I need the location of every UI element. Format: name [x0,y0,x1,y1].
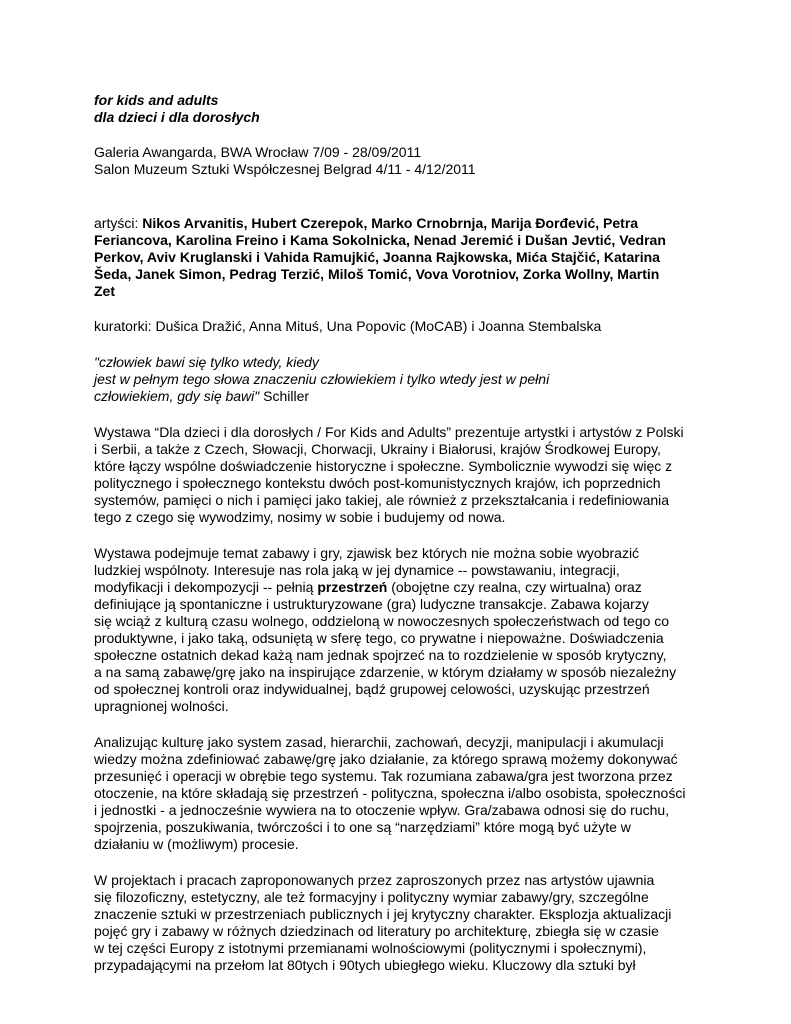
paragraph-3-line: wiedzy można zdefiniować zabawę/grę jako działanie, za którego sprawą możemy dokonywać [94,751,678,767]
document-page [94,92,714,974]
paragraph-2-line: ludzkiej wspólnoty. Interesuje nas rola jaką w jej dynamice -- powstawaniu, integracji, [94,562,620,578]
paragraph-4-line: się filozoficzny, estetyczny, ale też formacyjny i polityczny wymiar zabawy/gry, szczególne [94,889,649,905]
paragraph-3-line: Analizując kulturę jako system zasad, hierarchii, zachowań, decyzji, manipulacji i akumulacji [94,734,664,750]
paragraph-3-line: działaniu w (możliwym) procesie. [94,836,299,852]
paragraph-3-line: otoczenie, na które składają się przestrzeń - polityczna, społeczna i/albo osobista, społeczności [94,785,686,801]
paragraph-1-line: systemów, pamięci o nich i pamięci jako takiej, ale również z przekształcania i redefiniowania [94,492,670,508]
paragraph-2-line: Wystawa podejmuje temat zabawy i gry, zjawisk bez których nie można sobie wyobrazić [94,545,640,561]
paragraph-3-line: spojrzenia, poszukiwania, twórczości i to one są “narzędziami” które mogą być użyte w [94,819,631,835]
paragraph-1-line: i Serbii, a także z Czech, Słowacji, Chorwacji, Ukrainy i Białorusi, krajów Środkowej Europy, [94,441,661,457]
paragraph-4-line: znaczenie sztuki w przestrzeniach publicznych i jej krytyczny charakter. Eksplozja aktualizacji [94,906,672,922]
artists-label: artyści: [94,215,139,231]
paragraph-3-line: i jednostki - a jednocześnie wywiera na to otoczenie wpływ. Gra/zabawa odnosi się do ruchu, [94,802,670,818]
paragraph-2-line: produktywne, i jako taką, odsuniętą w sferę tego, co prywatne i niepoważne. Doświadczenia [94,630,664,646]
schiller-quote [94,354,714,405]
paragraph-4-line: w tej części Europy z istotnymi przemianami wolnościowymi (politycznymi i społecznymi), [94,940,647,956]
paragraph-4-line: pojęć gry i zabawy w różnych dziedzinach od literatury po architekturę, zbiegła się w czasie [94,923,659,939]
paragraph-4-line: przypadającymi na przełom lat 80tych i 90tych ubiegłego wieku. Kluczowy dla sztuki był [94,957,636,973]
quote-author: Schiller [259,388,310,404]
paragraph-2 [94,545,714,715]
artists-names-4: Šeda, Janek Simon, Pedrag Terzić, Miloš Tomić, Vova Vorotniov, Zorka Wollny, Martin [94,266,660,282]
quote-line-1: "człowiek bawi się tylko wtedy, kiedy [94,354,319,370]
paragraph-2-text: modyfikacji i dekompozycji -- pełnią [94,579,318,595]
quote-line-3-text: człowiekiem, gdy się bawi" [94,388,260,404]
paragraph-2-line: upragnionej wolności. [94,698,229,714]
paragraph-2-line: od społecznej kontroli oraz indywidualnej, bądź grupowej celowości, uzyskując przestrzeń [94,681,650,697]
paragraph-2-emphasis: przestrzeń [317,579,388,595]
paragraph-2-line: się wciąż z kulturą czasu wolnego, oddzieloną w nowoczesnych społeczeństwach od tego co [94,613,670,629]
artists-block [94,215,714,300]
paragraph-1-line: Wystawa “Dla dzieci i dla dorosłych / For Kids and Adults” prezentuje artystki i artystów z Polski [94,424,684,440]
paragraph-1-line: politycznego i społecznego kontekstu dwóch post-komunistycznych krajów, ich poprzednich [94,475,661,491]
paragraph-4 [94,872,714,974]
paragraph-2-line [94,579,714,596]
paragraph-1-line: które łączy wspólne doświadczenie historyczne i społeczne. Symbolicznie wywodzi się więc z [94,458,673,474]
document-title [94,92,714,126]
artists-names-3: Perkov, Aviv Kruglanski i Vahida Ramujkić, Joanna Rajkowska, Mića Stajčić, Katarina [94,249,660,265]
curators-line: kuratorki: Dušica Dražić, Anna Mituś, Una Popovic (MoCAB) i Joanna Stembalska [94,318,602,334]
venues-block [94,144,714,178]
artists-line-1 [94,215,714,232]
paragraph-3 [94,734,714,853]
paragraph-1 [94,424,714,526]
paragraph-3-line: przesunięć i operacji w obrębie tego systemu. Tak rozumiana zabawa/gra jest tworzona przez [94,768,673,784]
paragraph-2-line: a na samą zabawę/grę jako na inspirujące zdarzenie, w którym działamy w sposób niezależny [94,664,677,680]
paragraph-2-line: społeczne ostatnich dekad każą nam jednak spojrzeć na to rozdzielenie w sposób krytyczny, [94,647,667,663]
paragraph-1-line: tego z czego się wywodzimy, nosimy w sobie i budujemy od nowa. [94,509,506,525]
quote-line-3 [94,388,714,405]
title-polish: dla dzieci i dla dorosłych [94,109,260,125]
artists-names-5: Zet [94,283,115,299]
venue-belgrade: Salon Muzeum Sztuki Współczesnej Belgrad 4/11 - 4/12/2011 [94,161,476,177]
venue-wroclaw: Galeria Awangarda, BWA Wrocław 7/09 - 28/09/2011 [94,144,422,160]
title-english: for kids and adults [94,92,219,108]
paragraph-4-line: W projektach i pracach zaproponowanych przez zaproszonych przez nas artystów ujawnia [94,872,655,888]
quote-line-2: jest w pełnym tego słowa znaczeniu człowiekiem i tylko wtedy jest w pełni [94,371,550,387]
paragraph-2-text: (obojętne czy realna, czy wirtualna) oraz [387,579,642,595]
artists-names-1: Nikos Arvanitis, Hubert Czerepok, Marko Crnobrnja, Marija Đorđević, Petra [142,215,639,231]
artists-names-2: Feriancova, Karolina Freino i Kama Sokolnicka, Nenad Jeremić i Dušan Jevtić, Vedran [94,232,666,248]
paragraph-2-line: definiujące ją spontaniczne i ustrukturyzowane (gra) ludyczne transakcje. Zabawa kojarzy [94,596,649,612]
